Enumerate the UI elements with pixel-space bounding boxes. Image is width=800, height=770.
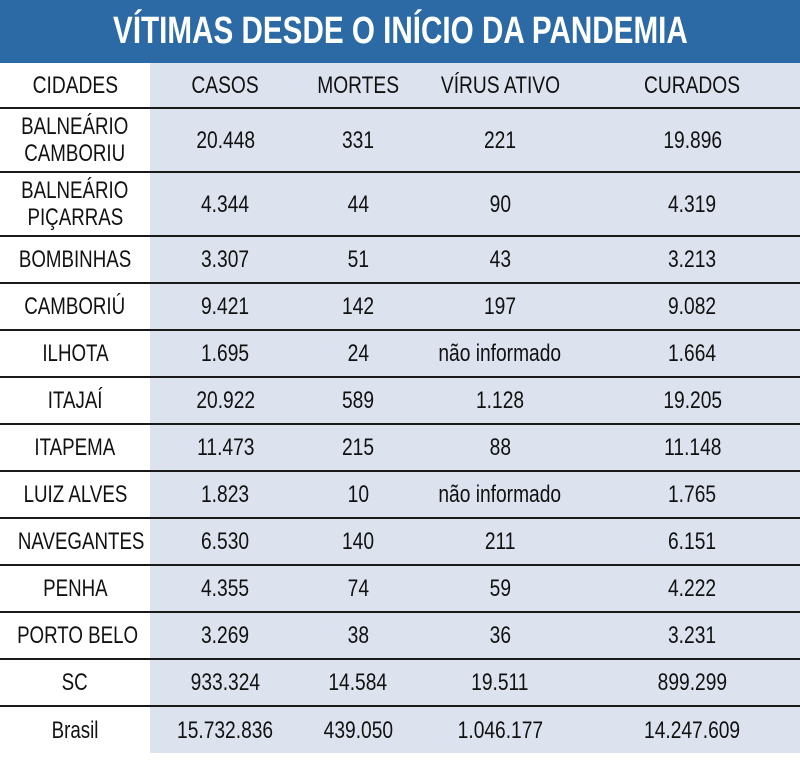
cell-value: 10 <box>347 481 369 508</box>
column-header-label: VÍRUS ATIVO <box>440 71 560 99</box>
cell-value: 15.732.836 <box>177 716 274 744</box>
value-cell <box>150 377 301 424</box>
value-cell <box>150 659 301 706</box>
city-name: BALNEÁRIO <box>21 177 129 204</box>
cell-value: 51 <box>347 246 369 273</box>
cell-value: 74 <box>347 575 369 602</box>
value-cell <box>415 377 585 424</box>
cell-value: 1.823 <box>201 481 250 508</box>
table-row <box>0 518 800 565</box>
column-header <box>150 63 301 108</box>
city-name: CAMBORIÚ <box>24 293 126 320</box>
cell-value: 14.247.609 <box>644 716 741 744</box>
cell-value: 1.664 <box>668 340 717 367</box>
table-title-banner <box>0 0 800 63</box>
value-cell <box>301 471 415 518</box>
value-cell <box>301 565 415 612</box>
city-name: BALNEÁRIO <box>21 113 129 140</box>
column-header-label: CASOS <box>191 71 260 99</box>
value-cell <box>585 424 800 471</box>
cell-value: 19.511 <box>471 669 529 696</box>
city-name: PIÇARRAS <box>27 204 123 231</box>
cell-value: 24 <box>347 340 369 367</box>
cell-value: 439.050 <box>323 716 393 744</box>
cell-value: 589 <box>341 387 375 414</box>
city-cell <box>0 518 150 565</box>
city-name: ILHOTA <box>41 340 109 367</box>
value-cell <box>150 172 301 236</box>
city-name: Brasil <box>51 716 99 744</box>
table-row <box>0 565 800 612</box>
city-cell <box>0 172 150 236</box>
value-cell <box>301 612 415 659</box>
cell-value: 1.128 <box>475 387 525 414</box>
table-row <box>0 612 800 659</box>
cell-value: 14.584 <box>328 669 388 696</box>
cell-value: 3.231 <box>668 622 717 649</box>
cell-value: 211 <box>484 528 516 555</box>
column-header-label: CURADOS <box>644 71 741 99</box>
value-cell <box>150 108 301 172</box>
city-cell <box>0 108 150 172</box>
city-name: BOMBINHAS <box>18 246 132 273</box>
value-cell <box>415 108 585 172</box>
cell-value: 9.082 <box>668 293 717 320</box>
cell-value: 20.922 <box>196 387 255 414</box>
value-cell <box>301 172 415 236</box>
table-row <box>0 424 800 471</box>
cell-value: 9.421 <box>201 293 250 320</box>
city-cell <box>0 377 150 424</box>
table-row <box>0 108 800 172</box>
cell-value: 38 <box>347 622 369 649</box>
value-cell <box>585 377 800 424</box>
cell-value: 19.205 <box>663 387 722 414</box>
value-cell <box>585 659 800 706</box>
value-cell <box>150 565 301 612</box>
cell-value: 90 <box>489 190 511 218</box>
city-name: ITAPEMA <box>34 434 116 461</box>
value-cell <box>415 565 585 612</box>
cell-value: 11.473 <box>196 434 255 461</box>
city-cell <box>0 471 150 518</box>
column-header <box>585 63 800 108</box>
cell-value: 20.448 <box>196 126 255 154</box>
value-cell <box>150 518 301 565</box>
value-cell <box>150 424 301 471</box>
cell-value: 4.355 <box>201 575 250 602</box>
cell-value: 44 <box>347 190 369 218</box>
cell-value: 331 <box>341 126 375 154</box>
city-name: LUIZ ALVES <box>23 481 127 508</box>
cell-value: 6.530 <box>201 528 250 555</box>
value-cell <box>585 236 800 283</box>
value-cell <box>301 330 415 377</box>
table-row <box>0 659 800 706</box>
cell-value: 59 <box>489 575 511 602</box>
value-cell <box>301 377 415 424</box>
cell-value: 197 <box>483 293 517 320</box>
table-title: VÍTIMAS DESDE O INÍCIO DA PANDEMIA <box>112 10 688 52</box>
value-cell <box>415 236 585 283</box>
cell-value: 221 <box>483 126 517 154</box>
city-cell <box>0 236 150 283</box>
cell-value: 19.896 <box>663 126 722 154</box>
value-cell <box>415 706 585 753</box>
city-cell <box>0 706 150 753</box>
value-cell <box>415 424 585 471</box>
cell-value: 36 <box>489 622 511 649</box>
cell-value: 43 <box>489 246 511 273</box>
value-cell <box>301 518 415 565</box>
city-cell <box>0 612 150 659</box>
value-cell <box>150 236 301 283</box>
cell-value: 3.213 <box>668 246 717 273</box>
cell-value: 140 <box>341 528 375 555</box>
city-name: CAMBORIU <box>24 140 126 167</box>
value-cell <box>585 108 800 172</box>
cell-value: não informado <box>438 340 562 367</box>
value-cell <box>585 565 800 612</box>
value-cell <box>150 471 301 518</box>
value-cell <box>301 424 415 471</box>
cell-value: 142 <box>341 293 375 320</box>
column-header-label: MORTES <box>317 71 399 99</box>
value-cell <box>150 612 301 659</box>
city-cell <box>0 330 150 377</box>
value-cell <box>585 612 800 659</box>
value-cell <box>585 706 800 753</box>
city-name: PORTO BELO <box>17 622 139 649</box>
cell-value: 933.324 <box>190 669 261 696</box>
city-name: SC <box>61 669 89 696</box>
cell-value: não informado <box>438 481 562 508</box>
value-cell <box>150 283 301 330</box>
value-cell <box>150 706 301 753</box>
cell-value: 4.222 <box>668 575 717 602</box>
cell-value: 11.148 <box>663 434 722 461</box>
table-row <box>0 236 800 283</box>
cell-value: 1.046.177 <box>457 716 543 744</box>
value-cell <box>585 283 800 330</box>
cell-value: 3.307 <box>201 246 250 273</box>
cell-value: 4.344 <box>201 190 250 218</box>
city-name: PENHA <box>42 575 108 602</box>
cell-value: 4.319 <box>668 190 717 218</box>
city-name: ITAJAÍ <box>47 387 103 414</box>
cell-value: 1.695 <box>201 340 250 367</box>
value-cell <box>301 108 415 172</box>
cell-value: 899.299 <box>657 669 728 696</box>
city-cell <box>0 565 150 612</box>
table-row <box>0 283 800 330</box>
value-cell <box>585 471 800 518</box>
value-cell <box>301 706 415 753</box>
column-header <box>301 63 415 108</box>
table-row <box>0 330 800 377</box>
city-name: NAVEGANTES <box>17 528 145 555</box>
data-table <box>0 63 800 753</box>
table-row <box>0 471 800 518</box>
cell-value: 215 <box>341 434 375 461</box>
table-row <box>0 172 800 236</box>
header-row <box>0 63 800 108</box>
value-cell <box>301 283 415 330</box>
value-cell <box>301 236 415 283</box>
column-header <box>415 63 585 108</box>
cell-value: 88 <box>489 434 511 461</box>
cell-value: 1.765 <box>668 481 717 508</box>
value-cell <box>415 518 585 565</box>
value-cell <box>415 172 585 236</box>
city-cell <box>0 659 150 706</box>
value-cell <box>585 518 800 565</box>
city-cell <box>0 424 150 471</box>
table-body <box>0 108 800 753</box>
value-cell <box>415 471 585 518</box>
value-cell <box>585 172 800 236</box>
column-header-label: CIDADES <box>32 71 118 99</box>
cell-value: 3.269 <box>201 622 250 649</box>
table-row <box>0 377 800 424</box>
city-cell <box>0 283 150 330</box>
value-cell <box>585 330 800 377</box>
value-cell <box>415 659 585 706</box>
value-cell <box>415 283 585 330</box>
value-cell <box>301 659 415 706</box>
cell-value: 6.151 <box>668 528 717 555</box>
table-row <box>0 706 800 753</box>
value-cell <box>415 330 585 377</box>
value-cell <box>415 612 585 659</box>
column-header <box>0 63 150 108</box>
value-cell <box>150 330 301 377</box>
